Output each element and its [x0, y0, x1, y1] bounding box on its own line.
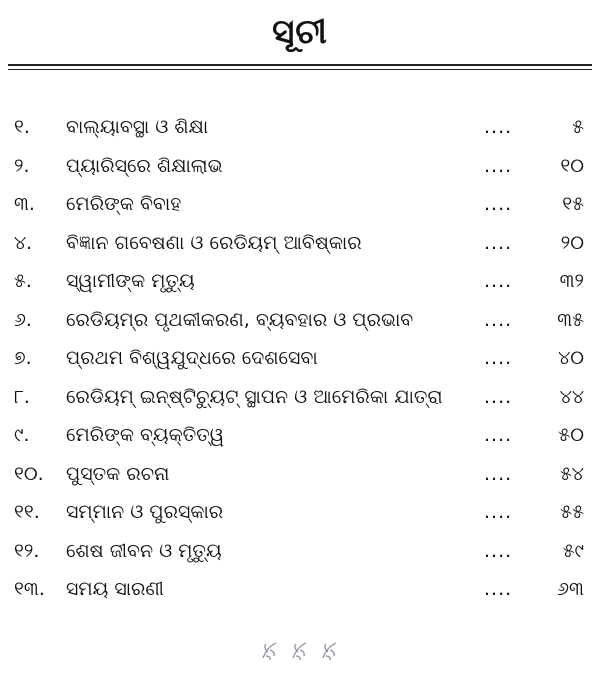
- toc-entry-2: [0, 147, 600, 186]
- entry-number: ୫.: [14, 270, 32, 292]
- entry-leader: ....: [484, 462, 513, 485]
- floral-ornament-icon: [0, 640, 600, 664]
- entry-leader: ....: [484, 231, 513, 254]
- entry-page: ୧୦: [560, 154, 584, 177]
- entry-number: ୧୧.: [14, 501, 40, 523]
- entry-leader: ....: [484, 270, 513, 292]
- entry-page: ୬୩: [557, 578, 584, 600]
- entry-title: ମେରିଙ୍କ ବ୍ୟକ୍ତିତ୍ୱ: [66, 424, 225, 446]
- entry-number: ୬.: [14, 308, 32, 331]
- entry-title: ରେଡିୟମ୍‌ ଇନ୍‌ଷ୍ଟିଚ୍ୟୁଟ୍‌ ସ୍ଥାପନ ଓ ଆମେରିକା ଯାତ୍ରା: [66, 385, 443, 408]
- toc-entry-10: [0, 455, 600, 494]
- toc-entry-4: [0, 224, 600, 263]
- entry-title: ସ୍ୱାମୀଙ୍କ ମୃତ୍ୟୁ: [66, 270, 195, 292]
- entry-title: ପ୍ୟାରିସ୍‌ରେ ଶିକ୍ଷାଲାଭ: [66, 154, 223, 177]
- toc-entry-6: [0, 301, 600, 340]
- entry-number: ୧.: [14, 116, 30, 138]
- entry-title: ଶେଷ ଜୀବନ ଓ ମୃତ୍ୟୁ: [66, 539, 222, 562]
- entry-page: ୩୨: [559, 270, 584, 292]
- table-of-contents: [0, 108, 600, 609]
- entry-leader: ....: [484, 154, 513, 177]
- entry-leader: ....: [484, 193, 513, 215]
- entry-leader: ....: [484, 501, 513, 523]
- toc-entry-1: [0, 108, 600, 147]
- toc-entry-5: [0, 262, 600, 301]
- entry-leader: ....: [484, 308, 513, 331]
- entry-number: ୧୨.: [14, 539, 40, 562]
- entry-title: ପୁସ୍ତକ ରଚନା: [66, 462, 170, 485]
- entry-number: ୪.: [14, 231, 33, 254]
- entry-leader: ....: [484, 347, 513, 369]
- entry-page: ୪୦: [558, 347, 584, 369]
- entry-leader: ....: [484, 385, 513, 408]
- entry-page: ୫୪: [559, 462, 584, 485]
- entry-title: ବିଜ୍ଞାନ ଗବେଷଣା ଓ ରେଡିୟମ୍‌ ଆବିଷ୍କାର: [66, 231, 362, 254]
- entry-title: ରେଡିୟମ୍‌ର ପୃଥକୀକରଣ, ବ୍ୟବହାର ଓ ପ୍ରଭାବ: [66, 308, 414, 331]
- toc-entry-11: [0, 493, 600, 532]
- toc-entry-12: [0, 532, 600, 571]
- entry-number: ୨.: [14, 154, 30, 177]
- floral-ornament-icon: [260, 640, 280, 662]
- floral-ornament-icon: [290, 640, 310, 662]
- entry-number: ୩.: [14, 193, 35, 215]
- toc-entry-7: [0, 339, 600, 378]
- toc-entry-13: [0, 570, 600, 609]
- page-title: ସୂଚୀ: [272, 12, 328, 52]
- entry-page: ୪୪: [559, 385, 584, 408]
- toc-entry-8: [0, 378, 600, 417]
- entry-title: ମେରିଙ୍କ ବିବାହ: [66, 193, 182, 215]
- entry-number: ୯.: [14, 424, 30, 446]
- entry-number: ୧୩.: [14, 578, 45, 600]
- entry-page: ୨୦: [560, 231, 584, 254]
- entry-number: ୭.: [14, 347, 32, 369]
- entry-leader: ....: [484, 578, 513, 600]
- entry-title: ସମ୍ମାନ ଓ ପୁରସ୍କାର: [66, 501, 224, 523]
- entry-page: ୫୦: [558, 424, 584, 446]
- entry-page: ୧୫: [562, 193, 584, 215]
- entry-title: ସମୟ ସାରଣୀ: [66, 578, 164, 600]
- entry-page: ୫୫: [560, 501, 584, 523]
- entry-page: ୫: [572, 116, 584, 138]
- entry-leader: ....: [484, 539, 513, 562]
- entry-number: ୮.: [14, 385, 30, 408]
- entry-page: ୩୫: [557, 308, 584, 331]
- entry-title: ବାଲ୍ୟାବସ୍ଥା ଓ ଶିକ୍ଷା: [66, 116, 209, 138]
- floral-ornament-icon: [320, 640, 340, 662]
- entry-page: ୫୯: [562, 539, 584, 562]
- entry-number: ୧୦.: [14, 462, 44, 485]
- entry-title: ପ୍ରଥମ ବିଶ୍ୱଯୁଦ୍ଧରେ ଦେଶସେବା: [66, 347, 318, 369]
- entry-leader: ....: [484, 116, 513, 138]
- entry-leader: ....: [484, 424, 513, 446]
- toc-entry-3: [0, 185, 600, 224]
- toc-entry-9: [0, 416, 600, 455]
- title-divider: [8, 64, 592, 70]
